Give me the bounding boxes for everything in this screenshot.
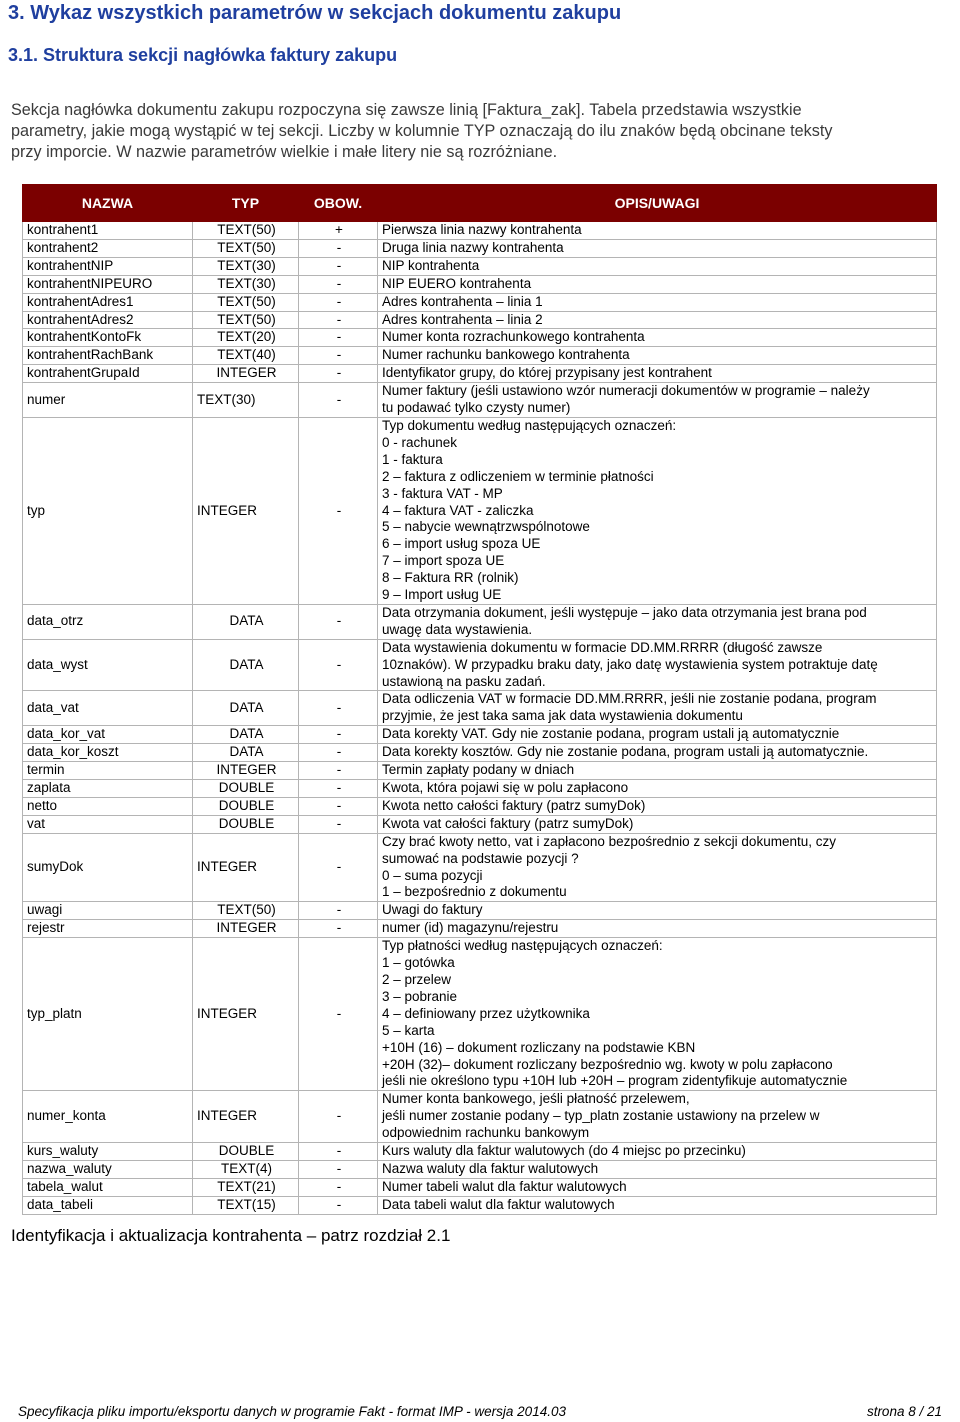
param-name: data_otrz [23, 604, 193, 639]
description-line: Numer konta bankowego, jeśli płatność przelewem, [382, 1091, 690, 1107]
column-header-required: OBOW. [299, 185, 378, 222]
param-name: numer [23, 383, 193, 418]
param-name: sumyDok [23, 833, 193, 902]
param-type: DATA [193, 744, 299, 762]
param-required: - [299, 726, 378, 744]
description-line: numer (id) magazynu/rejestru [382, 920, 559, 936]
param-description [378, 1091, 937, 1143]
param-name: kontrahentKontoFk [23, 329, 193, 347]
param-description [378, 365, 937, 383]
param-required: + [299, 222, 378, 240]
param-required: - [299, 920, 378, 938]
param-required: - [299, 604, 378, 639]
param-required: - [299, 780, 378, 798]
param-required: - [299, 1143, 378, 1161]
param-type: DATA [193, 691, 299, 726]
description-line: Data otrzymania dokument, jeśli występuje – jako data otrzymania jest brana pod [382, 604, 867, 620]
param-description [378, 347, 937, 365]
param-name: kontrahentAdres2 [23, 311, 193, 329]
table-row [23, 293, 937, 311]
param-type: TEXT(30) [193, 275, 299, 293]
description-line: tu podawać tylko czysty numer) [382, 400, 571, 416]
param-type: INTEGER [193, 920, 299, 938]
param-description [378, 833, 937, 902]
param-required: - [299, 365, 378, 383]
table-row [23, 1178, 937, 1196]
param-type: INTEGER [193, 417, 299, 604]
param-name: data_kor_vat [23, 726, 193, 744]
param-type: DOUBLE [193, 780, 299, 798]
param-description [378, 797, 937, 815]
intro-paragraph [11, 100, 959, 163]
description-line: 9 – Import usług UE [382, 587, 502, 603]
param-name: kurs_waluty [23, 1143, 193, 1161]
param-description [378, 762, 937, 780]
description-line: Numer tabeli walut dla faktur walutowych [382, 1178, 627, 1194]
param-required: - [299, 902, 378, 920]
param-required: - [299, 833, 378, 902]
description-line: Identyfikator grupy, do której przypisany jest kontrahent [382, 365, 712, 381]
param-required: - [299, 762, 378, 780]
description-line: 0 - rachunek [382, 434, 458, 450]
table-row [23, 815, 937, 833]
description-line: ustawioną na pasku zadań. [382, 673, 546, 689]
description-line: 4 – definiowany przez użytkownika [382, 1005, 590, 1021]
param-required: - [299, 1160, 378, 1178]
param-name: kontrahentNIPEURO [23, 275, 193, 293]
description-line: Data tabeli walut dla faktur walutowych [382, 1196, 615, 1212]
param-required: - [299, 239, 378, 257]
param-type: INTEGER [193, 833, 299, 902]
param-description [378, 1178, 937, 1196]
description-line: jeśli nie określono typu +10H lub +20H – program zidentyfikuje automatycznie [382, 1073, 848, 1089]
param-name: zaplata [23, 780, 193, 798]
column-header-description: OPIS/UWAGI [378, 185, 937, 222]
table-row [23, 347, 937, 365]
param-type: TEXT(21) [193, 1178, 299, 1196]
param-description [378, 417, 937, 604]
param-type: TEXT(20) [193, 329, 299, 347]
parameters-table [22, 184, 937, 1215]
description-line: 6 – import usług spoza UE [382, 536, 541, 552]
param-description [378, 1143, 937, 1161]
description-line: sumować na podstawie pozycji ? [382, 850, 579, 866]
param-required: - [299, 691, 378, 726]
table-body [23, 222, 937, 1215]
param-name: uwagi [23, 902, 193, 920]
param-type: DATA [193, 604, 299, 639]
param-type: INTEGER [193, 1091, 299, 1143]
description-line: +10H (16) – dokument rozliczany na podstawie KBN [382, 1039, 696, 1055]
description-line: Czy brać kwoty netto, vat i zapłacono bezpośrednio z sekcji dokumentu, czy [382, 833, 836, 849]
param-description [378, 1196, 937, 1214]
param-name: nazwa_waluty [23, 1160, 193, 1178]
description-line: Typ dokumentu według następujących oznaczeń: [382, 417, 677, 433]
table-row [23, 365, 937, 383]
param-description [378, 744, 937, 762]
param-required: - [299, 1091, 378, 1143]
param-required: - [299, 311, 378, 329]
description-line: Adres kontrahenta – linia 1 [382, 293, 543, 309]
table-row [23, 329, 937, 347]
param-type: DATA [193, 726, 299, 744]
description-line: odpowiednim rachunku bankowym [382, 1125, 590, 1141]
param-required: - [299, 797, 378, 815]
description-line: +20H (32)– dokument rozliczany bezpośrednio wg. kwoty w polu zapłacono [382, 1056, 833, 1072]
param-description [378, 239, 937, 257]
table-row [23, 920, 937, 938]
param-required: - [299, 815, 378, 833]
footer-page-number: strona 8 / 21 [866, 1404, 942, 1419]
description-line: Termin zapłaty podany w dniach [382, 762, 575, 778]
param-description [378, 920, 937, 938]
description-line: 2 – faktura z odliczeniem w terminie płatności [382, 468, 654, 484]
description-line: jeśli numer zostanie podany – typ_platn zostanie ustawiony na przelew w [382, 1108, 820, 1124]
table-row [23, 417, 937, 604]
table-row [23, 1091, 937, 1143]
intro-line: Sekcja nagłówka dokumentu zakupu rozpoczyna się zawsze linią [Faktura_zak]. Tabela przedstawia wszystkie [11, 101, 802, 119]
param-required: - [299, 938, 378, 1091]
description-line: Druga linia nazwy kontrahenta [382, 239, 564, 255]
description-line: Nazwa waluty dla faktur walutowych [382, 1160, 599, 1176]
param-type: TEXT(50) [193, 293, 299, 311]
param-description [378, 1160, 937, 1178]
param-description [378, 691, 937, 726]
param-required: - [299, 347, 378, 365]
param-type: INTEGER [193, 365, 299, 383]
param-name: tabela_walut [23, 1178, 193, 1196]
footer-document-title: Specyfikacja pliku importu/eksportu danych w programie Fakt - format IMP - wersja 2014.03 [18, 1404, 566, 1419]
param-type: DOUBLE [193, 815, 299, 833]
table-row [23, 780, 937, 798]
description-line: 1 – gotówka [382, 955, 455, 971]
param-name: netto [23, 797, 193, 815]
param-required: - [299, 257, 378, 275]
description-line: Typ płatności według następujących oznaczeń: [382, 938, 663, 954]
table-row [23, 1196, 937, 1214]
description-line: Numer rachunku bankowego kontrahenta [382, 347, 630, 363]
description-line: Pierwsza linia nazwy kontrahenta [382, 222, 582, 237]
description-line: Kwota vat całości faktury (patrz sumyDok) [382, 815, 634, 831]
intro-line: parametry, jakie mogą wystąpić w tej sekcji. Liczby w kolumnie TYP oznaczają do ilu znaków będą obcinane teksty [11, 122, 833, 140]
param-name: kontrahentGrupaId [23, 365, 193, 383]
param-required: - [299, 329, 378, 347]
param-type: TEXT(50) [193, 239, 299, 257]
table-row [23, 744, 937, 762]
description-line: Data odliczenia VAT w formacie DD.MM.RRRR, jeśli nie zostanie podana, program [382, 691, 877, 707]
table-row [23, 797, 937, 815]
param-description [378, 222, 937, 240]
param-description [378, 383, 937, 418]
description-line: 5 – karta [382, 1022, 435, 1038]
param-description [378, 293, 937, 311]
table-row [23, 239, 937, 257]
param-type: TEXT(50) [193, 902, 299, 920]
description-line: uwagę data wystawienia. [382, 621, 533, 637]
param-type: TEXT(50) [193, 311, 299, 329]
param-description [378, 604, 937, 639]
section-heading: 3. Wykaz wszystkich parametrów w sekcjach dokumentu zakupu [8, 2, 622, 24]
description-line: 0 – suma pozycji [382, 867, 483, 883]
table-row [23, 639, 937, 691]
description-line: Numer faktury (jeśli ustawiono wzór numeracji dokumentów w programie – należy [382, 383, 870, 399]
param-description [378, 726, 937, 744]
param-type: TEXT(30) [193, 257, 299, 275]
description-line: Data korekty VAT. Gdy nie zostanie podana, program ustali ją automatycznie [382, 726, 840, 742]
param-description [378, 780, 937, 798]
table-row [23, 311, 937, 329]
description-line: przyjmie, że jest taka sama jak data wystawienia dokumentu [382, 708, 743, 724]
table-row [23, 222, 937, 240]
subsection-heading: 3.1. Struktura sekcji nagłówka faktury zakupu [8, 45, 398, 65]
param-required: - [299, 744, 378, 762]
param-name: termin [23, 762, 193, 780]
param-description [378, 815, 937, 833]
param-name: typ [23, 417, 193, 604]
param-description [378, 329, 937, 347]
param-required: - [299, 417, 378, 604]
description-line: 3 - faktura VAT - MP [382, 485, 503, 501]
description-line: Kwota netto całości faktury (patrz sumyDok) [382, 797, 646, 813]
description-line: 7 – import spoza UE [382, 553, 505, 569]
column-header-type: TYP [193, 185, 299, 222]
param-required: - [299, 293, 378, 311]
description-line: Kwota, która pojawi się w polu zapłacono [382, 780, 629, 795]
param-name: kontrahentRachBank [23, 347, 193, 365]
param-name: kontrahent1 [23, 222, 193, 240]
description-line: 8 – Faktura RR (rolnik) [382, 570, 519, 586]
description-line: NIP kontrahenta [382, 257, 480, 273]
param-name: data_kor_koszt [23, 744, 193, 762]
param-description [378, 938, 937, 1091]
param-type: TEXT(50) [193, 222, 299, 240]
param-type: INTEGER [193, 938, 299, 1091]
description-line: Numer konta rozrachunkowego kontrahenta [382, 329, 645, 345]
param-description [378, 275, 937, 293]
param-type: TEXT(15) [193, 1196, 299, 1214]
contractor-note: Identyfikacja i aktualizacja kontrahenta – patrz rozdział 2.1 [11, 1226, 451, 1245]
description-line: 1 – bezpośrednio z dokumentu [382, 884, 567, 900]
description-line: Uwagi do faktury [382, 902, 483, 918]
param-required: - [299, 383, 378, 418]
param-required: - [299, 1196, 378, 1214]
intro-line: przy imporcie. W nazwie parametrów wielkie i małe litery nie są rozróżniane. [11, 143, 558, 161]
description-line: 2 – przelew [382, 971, 452, 987]
description-line: 5 – nabycie wewnątrzwspólnotowe [382, 519, 590, 535]
param-name: kontrahentAdres1 [23, 293, 193, 311]
param-name: data_wyst [23, 639, 193, 691]
param-type: TEXT(4) [193, 1160, 299, 1178]
param-description [378, 311, 937, 329]
param-name: vat [23, 815, 193, 833]
param-type: TEXT(40) [193, 347, 299, 365]
description-line: Data wystawienia dokumentu w formacie DD.MM.RRRR (długość zawsze [382, 639, 823, 655]
param-name: kontrahent2 [23, 239, 193, 257]
param-required: - [299, 275, 378, 293]
table-row [23, 726, 937, 744]
description-line: 4 – faktura VAT - zaliczka [382, 502, 534, 518]
param-description [378, 902, 937, 920]
description-line: NIP EUERO kontrahenta [382, 275, 532, 291]
table-row [23, 691, 937, 726]
param-type: DATA [193, 639, 299, 691]
table-row [23, 275, 937, 293]
table-row [23, 762, 937, 780]
param-name: numer_konta [23, 1091, 193, 1143]
param-name: data_tabeli [23, 1196, 193, 1214]
description-line: Adres kontrahenta – linia 2 [382, 311, 543, 327]
param-required: - [299, 1178, 378, 1196]
table-row [23, 257, 937, 275]
description-line: 10znaków). W przypadku braku daty, jako datę wystawienia system potraktuje datę [382, 656, 878, 672]
description-line: Kurs waluty dla faktur walutowych (do 4 miejsc po przecinku) [382, 1143, 746, 1159]
description-line: 3 – pobranie [382, 988, 458, 1004]
table-row [23, 938, 937, 1091]
param-description [378, 639, 937, 691]
table-header-row [23, 185, 937, 222]
param-name: rejestr [23, 920, 193, 938]
param-required: - [299, 639, 378, 691]
table-row [23, 1143, 937, 1161]
param-type: TEXT(30) [193, 383, 299, 418]
param-type: INTEGER [193, 762, 299, 780]
table-row [23, 383, 937, 418]
table-row [23, 1160, 937, 1178]
param-type: DOUBLE [193, 797, 299, 815]
description-line: 1 - faktura [382, 451, 443, 467]
table-row [23, 902, 937, 920]
param-name: typ_platn [23, 938, 193, 1091]
column-header-name: NAZWA [23, 185, 193, 222]
param-name: data_vat [23, 691, 193, 726]
table-row [23, 833, 937, 902]
param-description [378, 257, 937, 275]
table-row [23, 604, 937, 639]
param-name: kontrahentNIP [23, 257, 193, 275]
description-line: Data korekty kosztów. Gdy nie zostanie podana, program ustali ją automatycznie. [382, 744, 869, 760]
param-type: DOUBLE [193, 1143, 299, 1161]
